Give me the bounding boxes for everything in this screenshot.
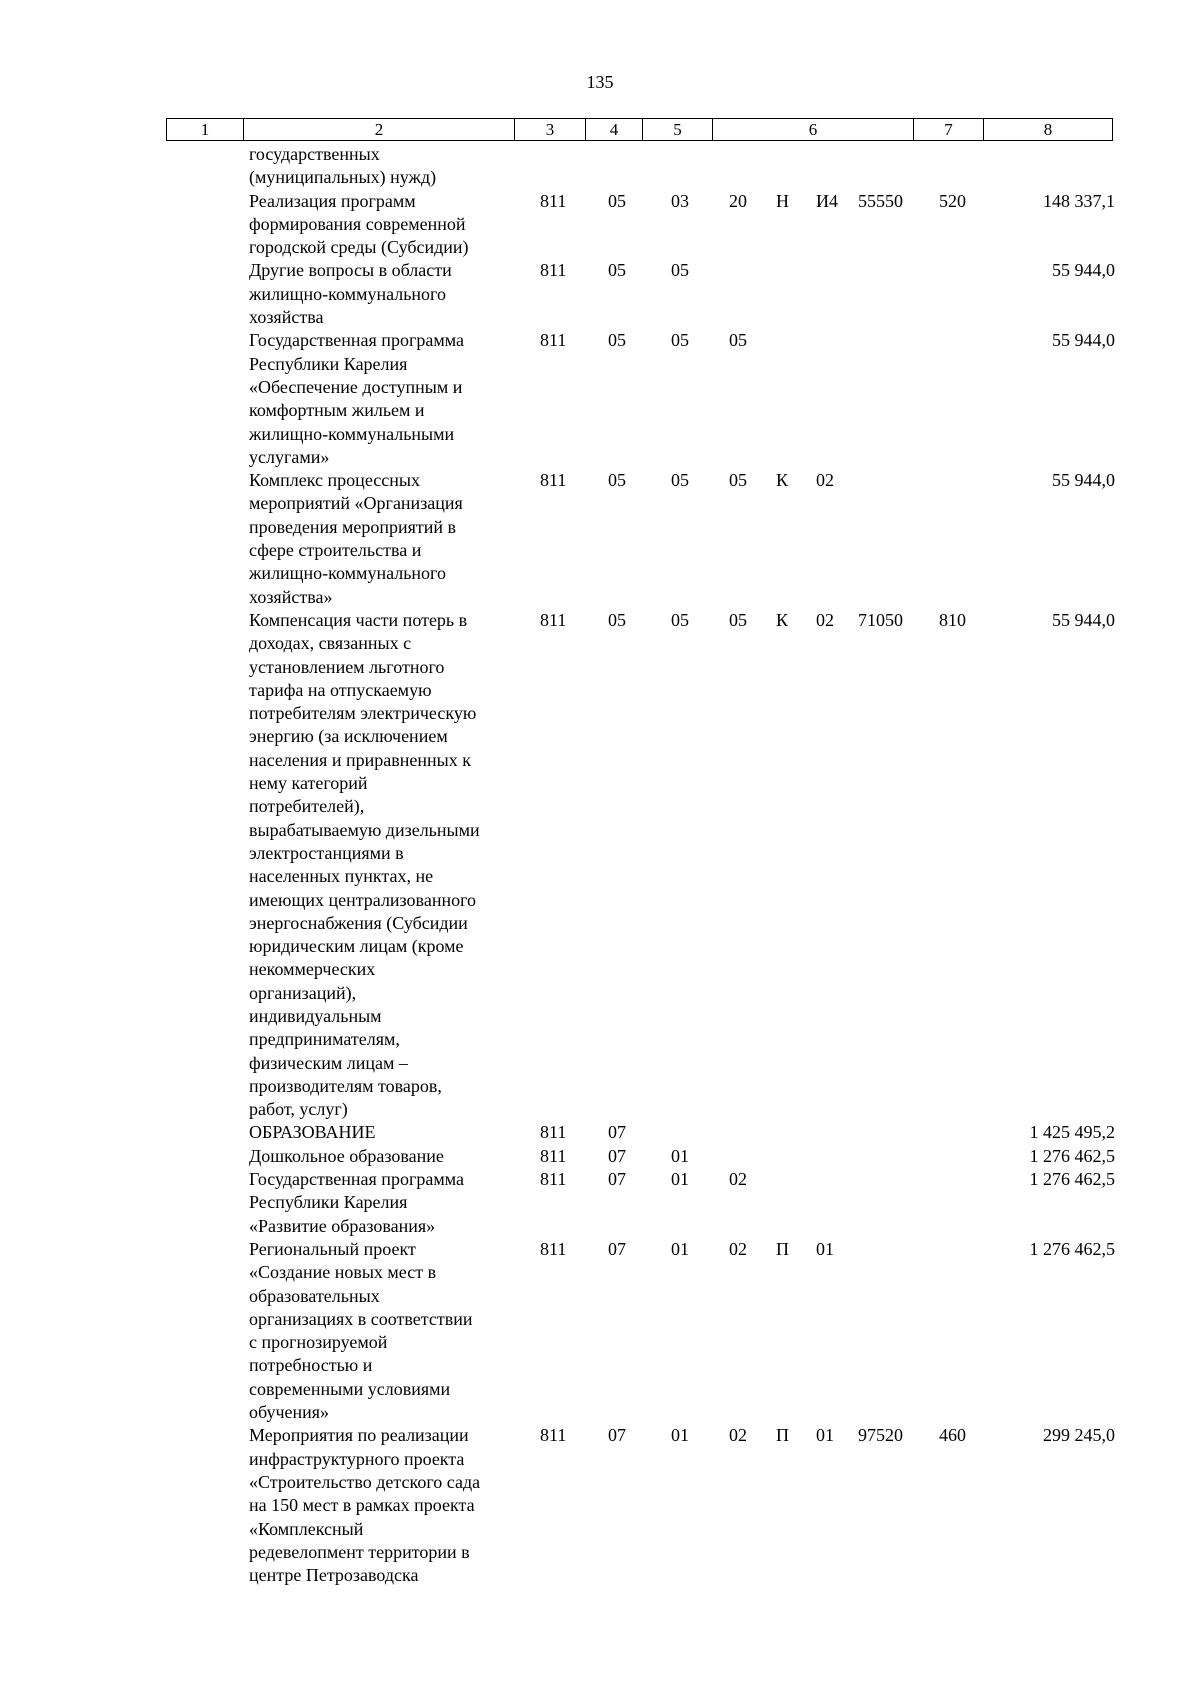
row-name: Государственная программа Республики Карелия «Развитие образования»: [249, 1169, 464, 1236]
table-row: [0, 1121, 1200, 1144]
row-section-code: 05: [608, 330, 626, 351]
column-header-table: [166, 118, 1113, 141]
page-number: 135: [586, 72, 614, 92]
row-name: Компенсация части потерь в доходах, связанных с установлением льготного тарифа на отпускаемую потребителям электрическую энергию (за исключением населения и приравненных к нему категорий потребителей), вырабатываемую дизельными электростанциями в населенных пунктах, не имеющих централизованного энергоснабжения (Субсидии юридическим лицам (кроме некоммерческих организаций), индивидуальным предпринимателям, физическим лицам – производителям товаров, работ, услуг): [249, 609, 480, 1120]
row-subsection-code: 01: [671, 1238, 689, 1259]
row-subsection-code: 01: [671, 1145, 689, 1166]
row-target-code-part2: П: [776, 1425, 789, 1446]
row-name: государственных (муниципальных) нужд): [249, 144, 437, 188]
row-target-code-part2: Н: [776, 190, 789, 211]
column-header-row: [167, 119, 1113, 141]
row-section-code: 05: [608, 190, 626, 211]
row-amount: 1 276 462,5: [1029, 1238, 1115, 1259]
row-subsection-code: 05: [671, 330, 689, 351]
row-target-code-part3: 02: [816, 470, 834, 491]
row-target-code-part3: 01: [816, 1238, 834, 1259]
row-target-code-part1: 05: [729, 330, 747, 351]
row-section-code: 07: [608, 1145, 626, 1166]
row-amount: 299 245,0: [1043, 1425, 1115, 1446]
table-row: [0, 143, 1200, 190]
column-header-1: 1: [167, 119, 244, 141]
column-header-6: 6: [713, 119, 914, 141]
table-row: [0, 1238, 1200, 1424]
row-target-code-part1: 05: [729, 609, 747, 630]
row-name: ОБРАЗОВАНИЕ: [249, 1122, 376, 1143]
row-target-code-part1: 05: [729, 470, 747, 491]
row-target-code-part1: 02: [729, 1169, 747, 1190]
row-subsection-code: 05: [671, 470, 689, 491]
row-name: Комплекс процессных мероприятий «Организация проведения мероприятий в сфере строительства и жилищно-коммунального хозяйства»: [249, 470, 463, 607]
row-amount: 148 337,1: [1043, 190, 1115, 211]
row-section-code: 05: [608, 260, 626, 281]
table-row: [0, 329, 1200, 469]
table-row: [0, 1168, 1200, 1238]
row-ved-code: 811: [540, 330, 567, 351]
row-name: Реализация программ формирования современной городской среды (Субсидии): [249, 190, 469, 258]
row-section-code: 07: [608, 1122, 626, 1143]
row-name: Другие вопросы в области жилищно-коммунального хозяйства: [249, 260, 452, 328]
row-name: Государственная программа Республики Карелия «Обеспечение доступным и комфортным жильем и жилищно-коммунальными услугами»: [249, 330, 464, 467]
table-row: [0, 259, 1200, 329]
row-target-code-part4: 71050: [858, 609, 903, 630]
table-row: [0, 1145, 1200, 1168]
row-name: Мероприятия по реализации инфраструктурного проекта «Строительство детского сада на 150 мест в рамках проекта «Комплексный редевелопмент территории в центре Петрозаводска: [249, 1425, 481, 1586]
row-subsection-code: 03: [671, 190, 689, 211]
row-subsection-code: 01: [671, 1425, 689, 1446]
row-ved-code: 811: [540, 1169, 567, 1190]
row-expense-type: 520: [939, 190, 966, 211]
row-subsection-code: 05: [671, 609, 689, 630]
row-section-code: 07: [608, 1238, 626, 1259]
table-row: [0, 469, 1200, 609]
row-expense-type: 810: [939, 609, 966, 630]
row-target-code-part1: 20: [729, 190, 747, 211]
table-row: [0, 190, 1200, 260]
row-section-code: 05: [608, 609, 626, 630]
row-ved-code: 811: [540, 1425, 567, 1446]
row-subsection-code: 05: [671, 260, 689, 281]
row-ved-code: 811: [540, 1238, 567, 1259]
row-ved-code: 811: [540, 1122, 567, 1143]
row-amount: 55 944,0: [1052, 609, 1115, 630]
row-amount: 55 944,0: [1052, 470, 1115, 491]
row-section-code: 07: [608, 1425, 626, 1446]
column-header-2: 2: [244, 119, 515, 141]
row-target-code-part3: 01: [816, 1425, 834, 1446]
row-target-code-part2: П: [776, 1238, 789, 1259]
row-amount: 55 944,0: [1052, 260, 1115, 281]
column-header-5: 5: [643, 119, 713, 141]
row-amount: 1 276 462,5: [1029, 1169, 1115, 1190]
row-target-code-part3: И4: [816, 190, 838, 211]
row-expense-type: 460: [939, 1425, 966, 1446]
row-section-code: 05: [608, 470, 626, 491]
row-amount: 1 276 462,5: [1029, 1145, 1115, 1166]
row-target-code-part1: 02: [729, 1238, 747, 1259]
column-header-3: 3: [515, 119, 586, 141]
row-target-code-part3: 02: [816, 609, 834, 630]
row-name: Региональный проект «Создание новых мест в образовательных организациях в соответствии с прогнозируемой потребностью и современными условиями обучения»: [249, 1238, 473, 1423]
budget-rows: [0, 143, 1200, 1587]
row-section-code: 07: [608, 1169, 626, 1190]
column-header-8: 8: [984, 119, 1113, 141]
row-target-code-part1: 02: [729, 1425, 747, 1446]
row-ved-code: 811: [540, 470, 567, 491]
row-ved-code: 811: [540, 260, 567, 281]
column-header-4: 4: [586, 119, 643, 141]
row-subsection-code: 01: [671, 1169, 689, 1190]
row-target-code-part4: 55550: [858, 190, 903, 211]
row-amount: 1 425 495,2: [1029, 1122, 1115, 1143]
column-header-7: 7: [914, 119, 984, 141]
row-ved-code: 811: [540, 190, 567, 211]
row-target-code-part2: К: [776, 470, 789, 491]
table-row: [0, 609, 1200, 1122]
row-ved-code: 811: [540, 609, 567, 630]
table-row: [0, 1424, 1200, 1587]
row-target-code-part2: К: [776, 609, 789, 630]
row-name: Дошкольное образование: [249, 1145, 444, 1166]
row-amount: 55 944,0: [1052, 330, 1115, 351]
row-ved-code: 811: [540, 1145, 567, 1166]
row-target-code-part4: 97520: [858, 1425, 903, 1446]
